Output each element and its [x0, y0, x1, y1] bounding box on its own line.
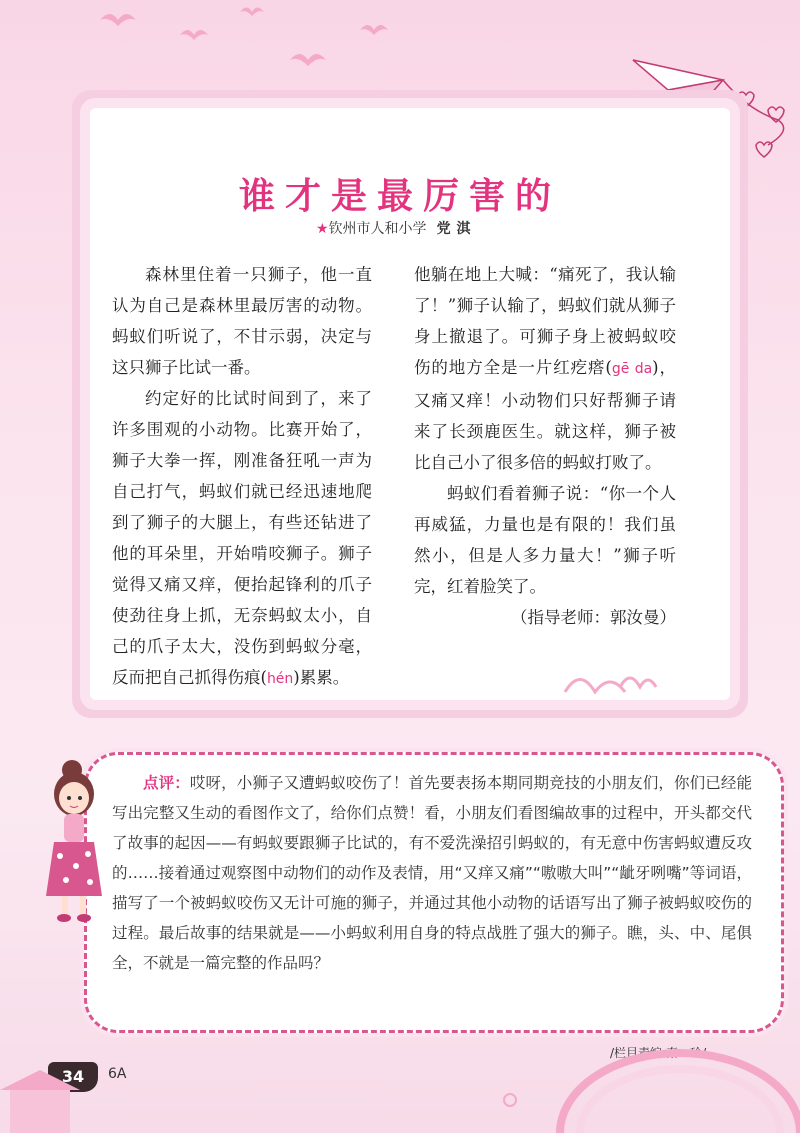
pinyin-annotation: hén — [266, 671, 294, 687]
birds-decoration — [60, 0, 420, 100]
article-column-right — [414, 259, 676, 633]
byline — [316, 218, 477, 238]
girl-illustration-icon — [40, 756, 110, 926]
bird-doodle-icon — [560, 662, 660, 702]
article-column-left — [112, 259, 372, 695]
article-paragraph: 约定好的比试时间到了，来了许多围观的小动物。比赛开始了，狮子大拳一挥，刚准备狂吼一声为自己打气，蚂蚁们就已经迅速地爬到了狮子的大腿上，有些还钻进了他的耳朵里，开始啃咬狮子。狮子觉得又痛又痒，便抬起锋利的爪子使劲往身上抓，无奈蚂蚁太小，自己的爪子太大，没伤到蚂蚁分毫，反而把自己抓得伤痕(hén)累累。 — [112, 389, 372, 687]
article-paragraph: 他躺在地上大喊：“痛死了，我认输了！”狮子认输了，蚂蚁们就从狮子身上撤退了。可狮子身上被蚂蚁咬伤的地方全是一片红疙瘩(gē da)，又痛又痒！小动物们只好帮狮子请来了长颈鹿医生。就这样，狮子被比自己小了很多倍的蚂蚁打败了。 — [414, 265, 677, 472]
article-title: 谁才是最厉害的 — [238, 176, 561, 217]
star-icon: ★ — [316, 221, 329, 237]
bottom-scenery-decoration — [0, 1030, 800, 1133]
grade-label: 6A — [108, 1066, 127, 1082]
byline-author: 党淇 — [436, 221, 477, 237]
comment-text: 点评：哎呀，小狮子又遭蚂蚁咬伤了！首先要表扬本期同期竞技的小朋友们，你们已经能写出完整又生动的看图作文了，给你们点赞！看，小朋友们看图编故事的过程中，开头都交代了故事的起因——有蚂蚁要跟狮子比试的，有不爱洗澡招引蚂蚁的，有无意中伤害蚂蚁遭反攻的……接着通过观察图中动物们的动作及表情，用“又痒又痛”“嗷嗷大叫”“龇牙咧嘴”等词语，描写了一个被蚂蚁咬伤又无计可施的狮子，并通过其他小动物的话语写出了狮子被蚂蚁咬伤的过程。最后故事的结果就是——小蚂蚁利用自身的特点战胜了强大的狮子。瞧，头、中、尾俱全，不就是一篇完整的作品吗？ — [112, 774, 752, 972]
page-number: 34 — [48, 1062, 98, 1092]
article-paragraph: 森林里住着一只狮子，他一直认为自己是森林里最厉害的动物。蚂蚁们听说了，不甘示弱，决定与这只狮子比试一番。 — [112, 265, 372, 377]
column-editor: /栏目责编:秦 玲/ — [610, 1046, 707, 1060]
byline-school: 钦州市人和小学 — [328, 221, 427, 237]
teacher-credit: （指导老师：郭汝曼） — [511, 608, 676, 627]
comment-label: 点评： — [143, 774, 190, 792]
pinyin-annotation: gē da — [611, 361, 653, 377]
article-paragraph: 蚂蚁们看着狮子说：“你一个人再威猛，力量也是有限的！我们虽然小，但是人多力量大！”狮子听完，红着脸笑了。 — [414, 484, 676, 596]
